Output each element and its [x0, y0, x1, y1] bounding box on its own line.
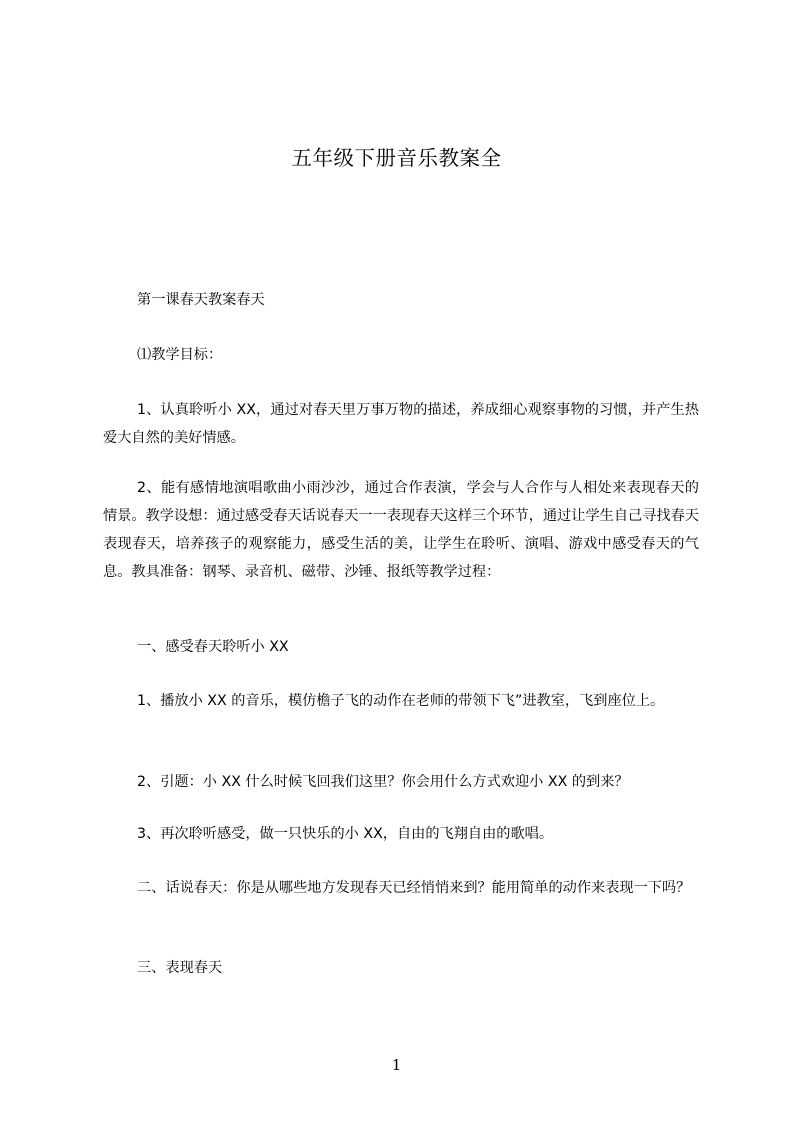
objective-1: 1、认真聆听小 XX，通过对春天里万事万物的描述，养成细心观察事物的习惯，并产生热爱大自然的美好情感。 [103, 402, 699, 446]
section-1-step-2: 2、引题：小 XX 什么时候飞回我们这里？你会用什么方式欢迎小 XX 的到来？ [137, 774, 629, 790]
objective-2: 2、能有感情地演唱歌曲小雨沙沙，通过合作表演，学会与人合作与人相处来表现春天的情景。教学设想：通过感受春天话说春天一一表现春天这样三个环节，通过让学生自己寻找春天表现春天，培养孩子的观察能力，感受生活的美，让学生在聆听、演唱、游戏中感受春天的气息。教具准备：钢琴、录音机、磁带、沙锤、报纸等教学过程： [103, 480, 699, 580]
document-title: 五年级下册音乐教案全 [291, 146, 502, 170]
section-1-step-3: 3、再次聆听感受，做一只快乐的小 XX，自由的飞翔自由的歌唱。 [137, 826, 554, 842]
section-1-heading: 一、感受春天聆听小 XX [137, 639, 289, 655]
page-number: 1 [391, 1056, 402, 1074]
lesson-heading: 第一课春天教案春天 [137, 292, 265, 308]
objectives-heading: ⑴教学目标： [137, 347, 223, 363]
section-1-step-1: 1、播放小 XX 的音乐，模仿檐子飞的动作在老师的带领下飞”进教室，飞到座位上。 [137, 693, 665, 709]
section-2: 二、话说春天：你是从哪些地方发现春天已经悄悄来到？能用简单的动作来表现一下吗？ [137, 880, 691, 896]
section-3-heading: 三、表现春天 [137, 960, 223, 976]
